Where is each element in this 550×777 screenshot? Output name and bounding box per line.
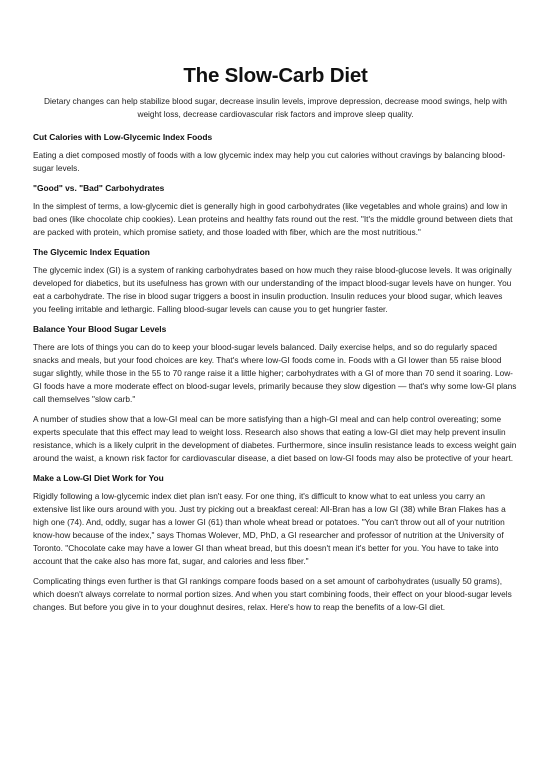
section-heading: The Glycemic Index Equation — [33, 247, 150, 257]
document-title: The Slow-Carb Diet — [183, 64, 368, 87]
section-paragraph: The glycemic index (GI) is a system of ranking carbohydrates based on how much they raise blood-glucose levels. It was originally developed for diabetics, but its usefulness has grown with our understanding of the impact blood-sugar levels have on hunger. You eat a carbohydrate. The rise in blood sugar triggers a boost in insulin production. Insulin reduces your blood sugar, which leaves you feeling irritable and lethargic. Falling blood-sugar levels can cause you to get hungrier faster. — [33, 265, 512, 314]
section-heading: "Good" vs. "Bad" Carbohydrates — [33, 183, 165, 193]
intro-paragraph: Dietary changes can help stabilize blood sugar, decrease insulin levels, improve depression, decrease mood swings, help with weight loss, decrease cardiovascular risk factors and improve sleep quality. — [43, 96, 508, 119]
section-paragraph: There are lots of things you can do to keep your blood-sugar levels balanced. Daily exercise helps, and so do regularly spaced snacks and meals, but your food choices are key. That's where low-GI foods come in. Foods with a GI lower than 55 raise blood sugar slightly, while those in the 55 to 70 range raise it a little higher; carbohydrates with a GI of more than 70 send it soaring. Low-GI foods have a more moderate effect on blood-sugar levels, primarily because they slow digestion — that's why some low-GI plans call themselves "slow carb." — [33, 342, 517, 404]
section-glycemic-equation — [33, 246, 518, 316]
section-paragraph: A number of studies show that a low-GI meal can be more satisfying than a high-GI meal and can help control overeating; some experts speculate that this effect may lead to weight loss. Research also shows that eating a low-GI diet may help prevent insulin resistance, which is a likely culprit in the development of diabetes. Furthermore, since insulin resistance leads to excess weight gain around the waist, a known risk factor for cardiovascular disease, a diet based on low-GI foods may also be protective of your heart. — [33, 414, 517, 463]
section-cut-calories — [33, 131, 518, 175]
section-balance-blood-sugar — [33, 323, 518, 465]
section-paragraph: Rigidly following a low-glycemic index diet plan isn't easy. For one thing, it's difficult to know what to eat unless you carry an extensive list like ours around with you. Just try picking out a breakfast cereal: All-Bran has a low GI (38) while Bran Flakes has a high one (74). And, oddly, sugar has a lower GI (61) than whole wheat bread or potatoes. "You can't throw out all of your nutrition know-how because of the index," says Thomas Wolever, MD, PhD, a GI researcher and professor of nutrition at the University of Toronto. "Chocolate cake may have a lower GI than wheat bread, but this doesn't mean it's better for you. You have to take into account that the cake also has more fat, sugar, and calories and less fiber." — [33, 491, 506, 566]
section-heading: Make a Low-GI Diet Work for You — [33, 473, 164, 483]
section-low-gi-work — [33, 472, 518, 614]
section-good-vs-bad — [33, 182, 518, 239]
section-heading: Cut Calories with Low-Glycemic Index Foods — [33, 132, 213, 142]
section-heading: Balance Your Blood Sugar Levels — [33, 324, 167, 334]
section-paragraph: Eating a diet composed mostly of foods with a low glycemic index may help you cut calories without cravings by balancing blood-sugar levels. — [33, 150, 506, 173]
section-paragraph: In the simplest of terms, a low-glycemic diet is generally high in good carbohydrates (like vegetables and whole grains) and low in bad ones (like chocolate chip cookies). Lean proteins and healthy fats round out the rest. "It's the middle ground between diets that are packed with protein, which promise satiety, and those loaded with fiber, which are the most nutritious." — [33, 201, 513, 237]
section-paragraph: Complicating things even further is that GI rankings compare foods based on a set amount of carbohydrates (usually 50 grams), which doesn't always correlate to normal portion sizes. And when you start combining foods, their effect on your blood-sugar levels changes. But before you give in to your doughnut desires, relax. Here's how to reap the benefits of a low-GI diet. — [33, 576, 512, 612]
